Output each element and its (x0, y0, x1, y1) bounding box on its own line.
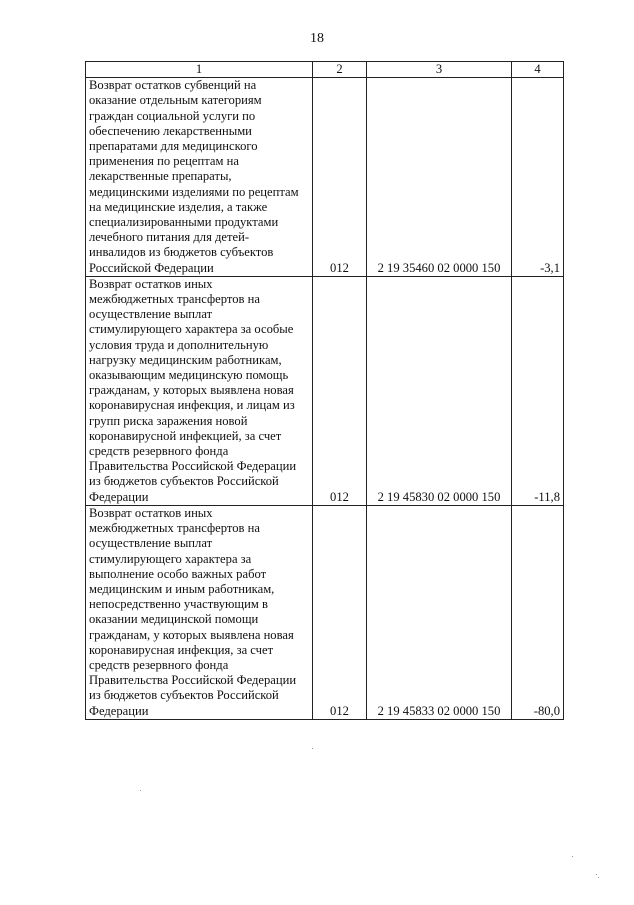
table-row (86, 505, 564, 719)
row-description: Возврат остатков иных межбюджетных трансфертов на осуществление выплат стимулирующего характера за особые условия труда и дополнительную нагрузку медицинским работникам, оказывающим медицинскую помощь гражданам, у которых выявлена новая коронавирусная инфекция, и лицам из групп риска заражения новой коронавирусной инфекцией, за счет средств резервного фонда Правительства Российской Федерации из бюджетов субъектов Российской Федерации (86, 276, 313, 505)
page-number: 18 (310, 31, 324, 46)
row-admin-code: 012 (313, 78, 367, 277)
scan-speck (598, 877, 599, 878)
table-header-row (86, 62, 564, 78)
scan-speck (596, 874, 597, 875)
row-description: Возврат остатков иных межбюджетных трансфертов на осуществление выплат стимулирующего характера за выполнение особо важных работ медицинским и иным работникам, непосредственно участвующим в оказании медицинской помощи гражданам, у которых выявлена новая коронавирусная инфекция, за счет средств резервного фонда Правительства Российской Федерации из бюджетов субъектов Российской Федерации (86, 505, 313, 719)
row-amount: -3,1 (512, 78, 564, 277)
row-amount: -80,0 (512, 505, 564, 719)
row-budget-classification-code: 2 19 45833 02 0000 150 (367, 505, 512, 719)
scan-speck (312, 748, 313, 749)
row-amount: -11,8 (512, 276, 564, 505)
column-header-4: 4 (512, 62, 564, 78)
column-header-3: 3 (367, 62, 512, 78)
row-description: Возврат остатков субвенций на оказание отдельным категориям граждан социальной услуги по обеспечению лекарственными препаратами для медицинского применения по рецептам на лекарственные препараты, медицинскими изделиями по рецептам на медицинские изделия, а также специализированными продуктами лечебного питания для детей- инвалидов из бюджетов субъектов Российской Федерации (86, 78, 313, 277)
row-admin-code: 012 (313, 276, 367, 505)
column-header-2: 2 (313, 62, 367, 78)
column-header-1: 1 (86, 62, 313, 78)
row-budget-classification-code: 2 19 35460 02 0000 150 (367, 78, 512, 277)
row-budget-classification-code: 2 19 45830 02 0000 150 (367, 276, 512, 505)
scan-speck (572, 856, 573, 857)
table-row (86, 78, 564, 277)
row-admin-code: 012 (313, 505, 367, 719)
budget-table (85, 61, 564, 720)
scan-speck (140, 790, 141, 791)
table-row (86, 276, 564, 505)
